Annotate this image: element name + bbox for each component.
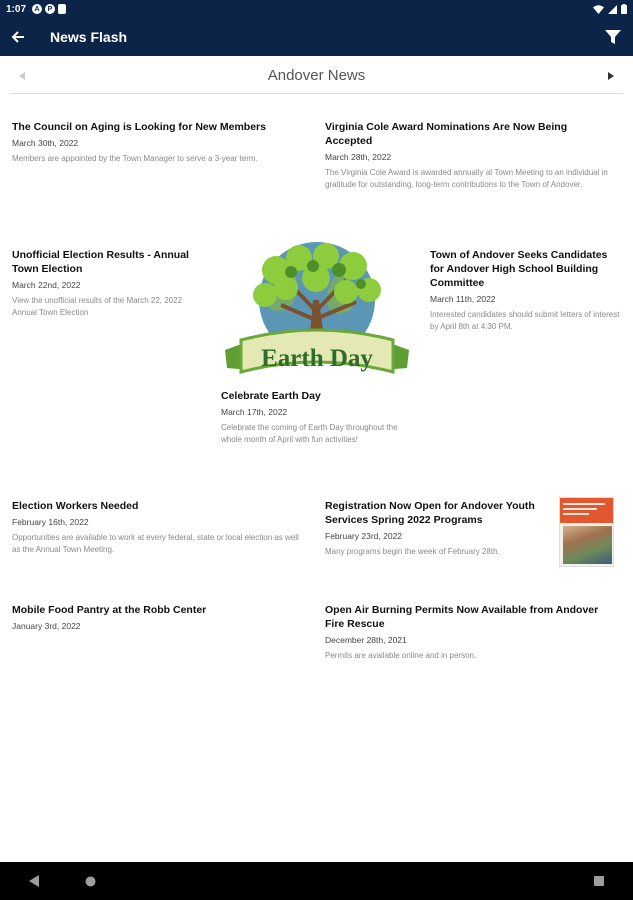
news-item-youth-services[interactable] [325,499,550,558]
news-date: March 22nd, 2022 [12,280,81,290]
news-date: December 28th, 2021 [325,635,407,645]
chevron-left-icon [19,72,25,80]
news-summary: The Virginia Cole Award is awarded annually at Town Meeting to an individual in gratitude for outstanding, long-term contributions to the Town of Andover. [325,168,608,189]
category-title: Andover News [267,67,366,84]
news-title: Town of Andover Seeks Candidates for Andover High School Building Committee [430,249,608,289]
signal-icon [608,5,617,14]
youth-services-thumbnail[interactable] [559,497,614,567]
app-bar [0,18,633,56]
page-title: News Flash [50,29,128,45]
thumbnail-header-band [560,498,614,523]
news-title: Virginia Cole Award Nominations Are Now Being Accepted [325,121,568,147]
news-date: March 17th, 2022 [221,407,288,417]
previous-category-button[interactable] [10,58,34,94]
news-item-building-committee[interactable] [430,248,620,332]
news-title: Celebrate Earth Day [221,390,321,402]
wifi-icon [593,5,604,14]
news-item-council-on-aging[interactable] [12,120,292,165]
earth-day-image[interactable] [221,240,413,385]
system-nav-bar [0,862,633,900]
news-item-burning-permits[interactable] [325,603,615,662]
system-recents-button[interactable] [579,862,619,900]
notification-a-icon: A [32,4,42,14]
news-item-virginia-cole-award[interactable] [325,120,615,190]
news-summary: Many programs begin the week of February 28th. [325,547,500,556]
earth-day-image-text: Earth Day [261,345,373,372]
news-title: The Council on Aging is Looking for New Members [12,121,266,133]
news-item-election-workers[interactable] [12,499,302,555]
news-title: Mobile Food Pantry at the Robb Center [12,604,207,616]
next-category-button[interactable] [599,58,623,94]
news-date: March 11th, 2022 [430,294,496,304]
circle-home-icon [85,876,96,887]
news-summary: View the unofficial results of the March 22, 2022 Annual Town Election [12,296,183,317]
news-summary: Opportunities are available to work at every federal, state or local election as well as the Annual Town Meeting. [12,533,299,554]
status-bar [0,0,633,18]
news-summary: Celebrate the coming of Earth Day throughout the whole month of April with fun activities! [221,423,398,444]
thumbnail-photo [563,526,612,564]
news-date: February 16th, 2022 [12,517,89,527]
news-date: March 30th, 2022 [12,138,79,148]
notification-p-icon: P [45,4,55,14]
news-date: March 28th, 2022 [325,152,392,162]
news-item-earth-day[interactable] [221,389,411,445]
filter-icon [605,29,621,45]
news-item-election-results[interactable] [12,248,207,318]
news-date: January 3rd, 2022 [12,621,81,631]
news-title: Unofficial Election Results - Annual Town Election [12,249,189,275]
news-summary: Permits are available online and in person. [325,651,477,660]
news-summary: Interested candidates should submit letters of interest by April 8th at 4:30 PM. [430,310,620,331]
filter-button[interactable] [593,18,633,56]
news-date: February 23rd, 2022 [325,531,403,541]
news-title: Election Workers Needed [12,500,139,512]
arrow-left-icon [11,30,25,44]
notification-clipboard-icon [58,4,66,14]
back-button[interactable] [0,18,36,56]
news-summary: Members are appointed by the Town Manager to serve a 3-year term. [12,154,258,163]
status-time: 1:07 [6,3,27,15]
news-title: Registration Now Open for Andover Youth Services Spring 2022 Programs [325,500,535,526]
news-title: Open Air Burning Permits Now Available from Andover Fire Rescue [325,604,599,630]
news-item-mobile-food-pantry[interactable] [12,603,302,632]
square-recents-icon [594,876,604,886]
chevron-right-icon [608,72,614,80]
category-nav [10,58,623,94]
system-back-button[interactable] [14,862,54,900]
system-home-button[interactable] [70,862,110,900]
battery-icon [621,4,627,14]
triangle-back-icon [29,875,39,887]
